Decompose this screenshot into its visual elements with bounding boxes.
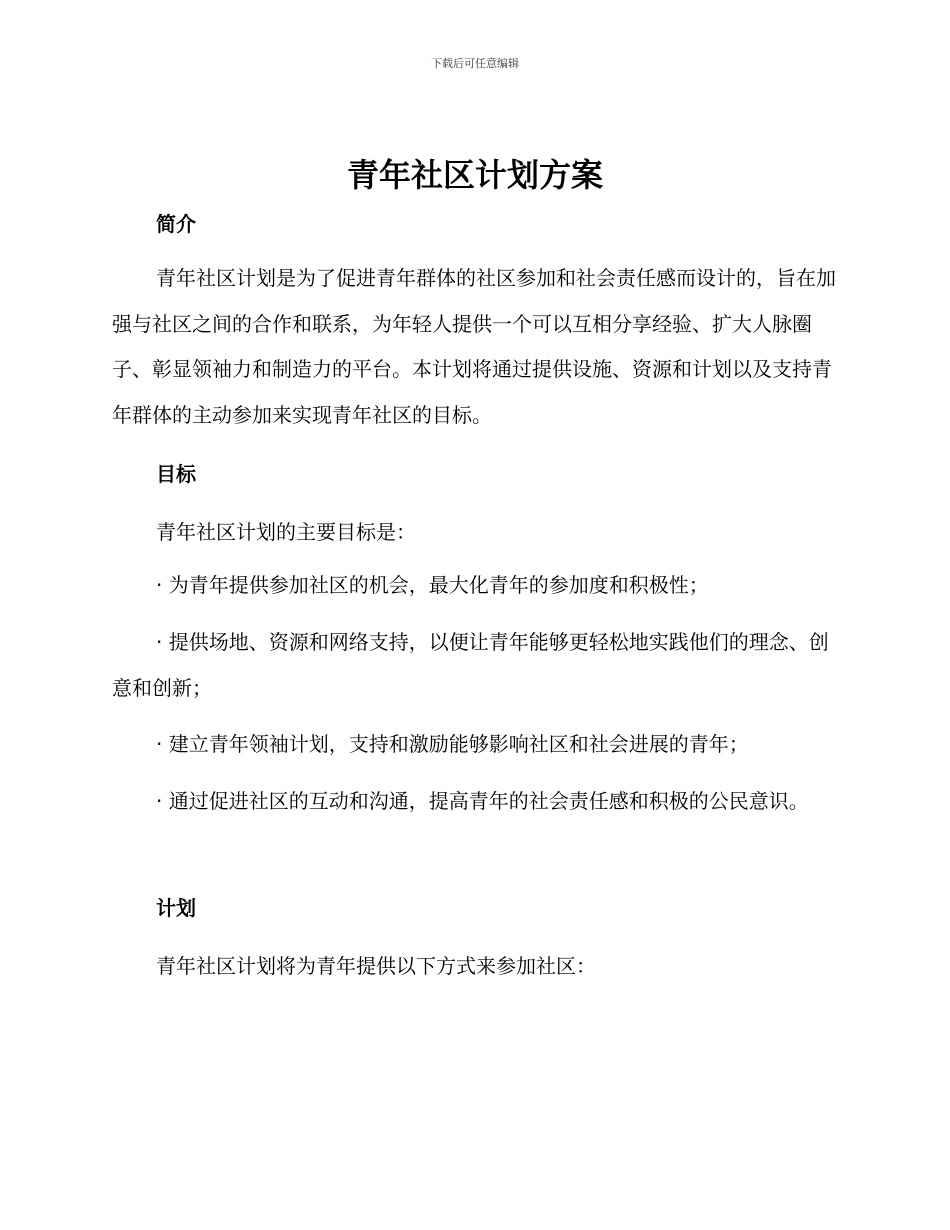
section-heading-intro: 简介 bbox=[156, 212, 196, 236]
goal-bullet-item: · 建立青年领袖计划，支持和激励能够影响社区和社会进展的青年； bbox=[156, 732, 749, 756]
goal-bullet-item: · 提供场地、资源和网络支持，以便让青年能够更轻松地实践他们的理念、创意和创新； bbox=[112, 630, 829, 700]
goal-bullet-item: · 通过促进社区的互动和沟通，提高青年的社会责任感和积极的公民意识。 bbox=[156, 789, 809, 813]
plan-intro: 青年社区计划将为青年提供以下方式来参加社区： bbox=[156, 954, 596, 978]
intro-paragraph: 青年社区计划是为了促进青年群体的社区参加和社会责任感而设计的，旨在加强与社区之间的合作和联系，为年轻人提供一个可以互相分享经验、扩大人脉圈子、彰显领袖力和制造力的平台。本计划将通过提供设施、资源和计划以及支持青年群体的主动参加来实现青年社区的目标。 bbox=[112, 266, 836, 427]
goals-intro: 青年社区计划的主要目标是： bbox=[156, 520, 416, 544]
goal-bullet-item: · 为青年提供参加社区的机会，最大化青年的参加度和积极性； bbox=[156, 573, 709, 597]
document-title: 青年社区计划方案 bbox=[346, 156, 603, 194]
section-heading-plan: 计划 bbox=[156, 896, 196, 920]
header-note: 下载后可任意编辑 bbox=[431, 57, 519, 70]
section-heading-goals: 目标 bbox=[156, 462, 196, 486]
